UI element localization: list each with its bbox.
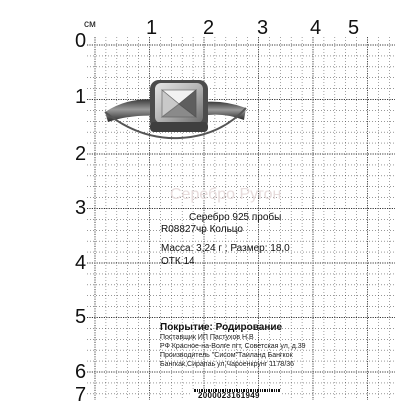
product-material: Серебро 925 пробы: [189, 212, 282, 223]
barcode-bar: [271, 389, 273, 392]
barcode-bar: [269, 389, 270, 392]
ruler-left-number-3: 3: [75, 197, 87, 219]
ruler-top-number-2: 2: [203, 17, 215, 39]
ruler-top-number-4: 4: [310, 17, 322, 39]
ruler-left-number-2: 2: [75, 143, 87, 165]
ruler-top-number-0: 0: [75, 30, 87, 52]
product-coating: Покрытие: Родирование: [160, 322, 283, 333]
ruler-unit-label: см: [84, 19, 96, 30]
ruler-top-number-3: 3: [257, 17, 269, 39]
ruler-left-number-7: 7: [75, 384, 87, 406]
ruler-top-number-5: 5: [348, 17, 360, 39]
barcode-bar: [194, 389, 196, 392]
ruler-left-number-5: 5: [75, 306, 87, 328]
barcode-bar: [276, 389, 277, 392]
ruler-left-number-6: 6: [75, 361, 87, 383]
product-otk: ОТК 14: [161, 256, 195, 267]
barcode-bar: [264, 389, 266, 392]
product-article: R08827чр Кольцо: [161, 224, 243, 235]
supplier-line-2: РФ Красное-на-Волге пгт, Советская ул, д.39: [160, 343, 306, 350]
ring-photo: [100, 70, 250, 160]
barcode-number: 2000023161949: [198, 391, 260, 400]
barcode-bar: [267, 389, 268, 392]
supplier-line-4: Бангкак,Сирапаь ул,Чароенкрунг 1178/36: [160, 361, 295, 368]
ruler-left-number-4: 4: [75, 252, 87, 274]
barcode-bar: [260, 389, 261, 392]
supplier-line-1: Поставщик ИП Пастухов Н.В: [160, 334, 254, 341]
ruler-left-number-1: 1: [75, 86, 87, 108]
barcode-bar: [262, 389, 263, 392]
barcode-bar: [274, 389, 275, 392]
supplier-line-3: Производитель "Сисом"Таиланд Бангкок: [160, 352, 293, 359]
product-mass-size: Масса: 3,24 г ; Размер: 18,0: [161, 243, 290, 254]
barcode-bar: [278, 389, 280, 392]
watermark-text: Серебро Ругон: [170, 186, 282, 203]
ruler-top-number-1: 1: [146, 17, 158, 39]
